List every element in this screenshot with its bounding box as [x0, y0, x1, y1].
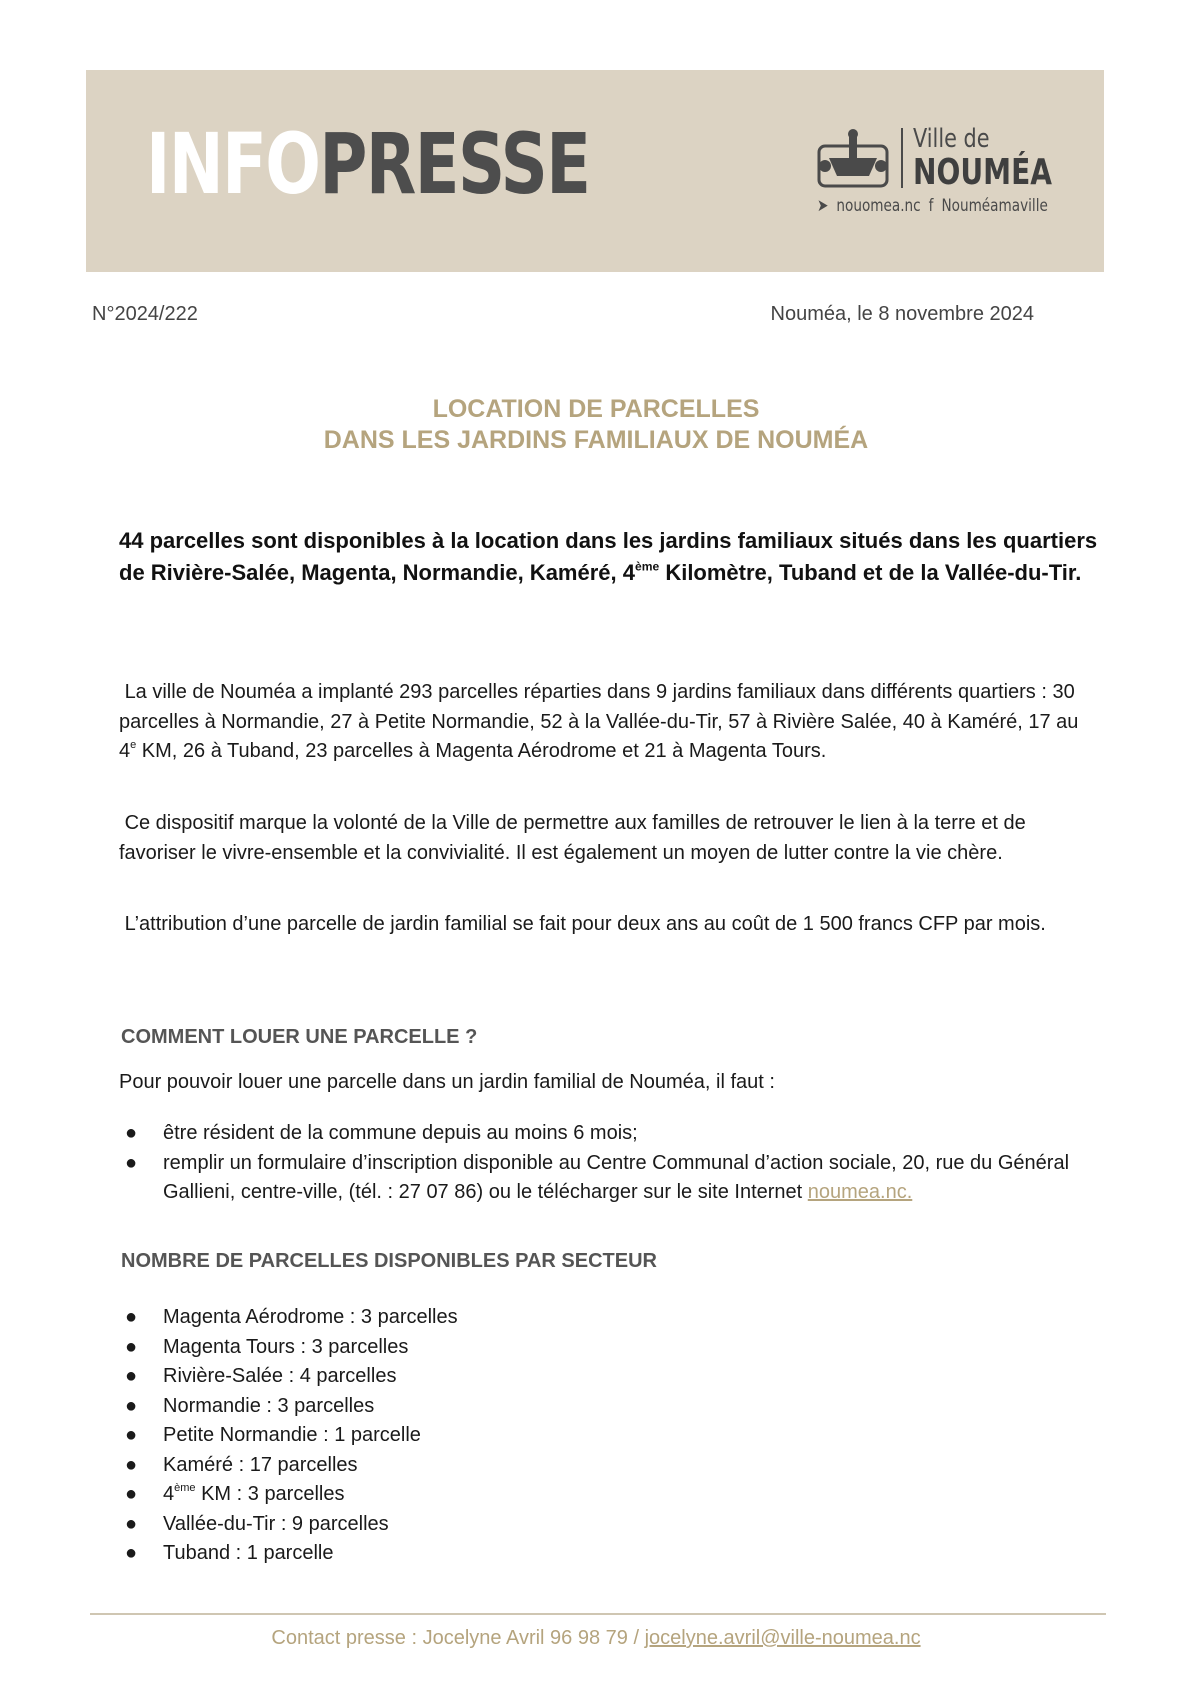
list-item: ● Magenta Tours : 3 parcelles	[125, 1333, 1100, 1363]
body-paragraph-2: Ce dispositif marque la volonté de la Ville de permettre aux familles de retrouver le lien à la terre et de favoriser le vivre-ensemble et la convivialité. Il est également un moyen de lutter contre la vie chère.	[119, 812, 1026, 864]
bullet-icon: ●	[125, 1306, 138, 1328]
body-paragraph-3: L’attribution d’une parcelle de jardin familial se fait pour deux ans au coût de 1 500 francs CFP par mois.	[124, 913, 1046, 935]
site-label: nouomea.nc	[836, 196, 921, 216]
ville-de-noumea-logo	[815, 124, 1053, 218]
parcels-list	[125, 1303, 1100, 1569]
release-number: N°2024/222	[92, 303, 198, 325]
bullet-icon: ●	[125, 1365, 138, 1387]
bullet-icon: ●	[125, 1335, 138, 1358]
bullet-icon: ●	[125, 1483, 138, 1505]
list-item: ● Rivière-Salée : 4 parcelles	[125, 1362, 1100, 1392]
title-line-2: DANS LES JARDINS FAMILIAUX DE NOUMÉA	[323, 426, 869, 454]
logo-noumea: NOUMÉA	[913, 152, 1053, 193]
send-icon: ➤	[817, 196, 829, 216]
header-banner	[86, 70, 1104, 272]
bullet-icon: ●	[125, 1394, 138, 1417]
section-heading-rent: COMMENT LOUER UNE PARCELLE ?	[121, 1026, 478, 1048]
bullet-icon: ●	[125, 1512, 138, 1535]
bullet-icon: ●	[125, 1151, 138, 1174]
title-line-1: LOCATION DE PARCELLES	[432, 395, 760, 423]
logo-social	[817, 196, 1056, 216]
list-item: ● Kaméré : 17 parcelles	[125, 1451, 1100, 1481]
lead-paragraph: 44 parcelles sont disponibles à la location dans les jardins familiaux situés dans les quartiers de Rivière-Salée, Magenta, Normandie, Kaméré, 4ème Kilomètre, Tuband et de la Vallée-du-Tir.	[119, 528, 1098, 585]
press-contact: Contact presse : Jocelyne Avril 96 98 79 / jocelyne.avril@ville-noumea.nc	[271, 1627, 921, 1649]
info-presse-logo: INFOPRESSE	[146, 115, 590, 213]
list-item: ● remplir un formulaire d’inscription disponible au Centre Communal d’action sociale, 20, rue du Général Gallieni, centre-ville, (tél. : 27 07 86) ou le télécharger sur le site Internet noumea.nc.	[125, 1149, 1100, 1208]
list-item: ● Tuband : 1 parcelle	[125, 1539, 1100, 1569]
list-item: ● être résident de la commune depuis au moins 6 mois;	[125, 1119, 1100, 1149]
page-title	[0, 394, 1192, 456]
noumea-link[interactable]: noumea.nc.	[807, 1181, 913, 1203]
city-crest-icon	[815, 128, 891, 192]
contact-email-link[interactable]: jocelyne.avril@ville-noumea.nc	[644, 1627, 921, 1649]
list-item: ● 4ème KM : 3 parcelles	[125, 1480, 1100, 1510]
facebook-icon: f	[928, 196, 934, 216]
list-item: ● Normandie : 3 parcelles	[125, 1392, 1100, 1422]
facebook-label: Nouméamaville	[941, 196, 1048, 216]
bullet-icon: ●	[125, 1453, 138, 1476]
section-intro: Pour pouvoir louer une parcelle dans un jardin familial de Nouméa, il faut :	[119, 1071, 775, 1093]
list-item: ● Petite Normandie : 1 parcelle	[125, 1421, 1100, 1451]
section-heading-parcels: NOMBRE DE PARCELLES DISPONIBLES PAR SECTEUR	[121, 1250, 657, 1272]
footer-divider	[90, 1613, 1106, 1615]
logo-separator	[901, 128, 903, 188]
bullet-icon: ●	[125, 1424, 138, 1446]
body-paragraph-1: La ville de Nouméa a implanté 293 parcelles réparties dans 9 jardins familiaux dans différents quartiers : 30 parcelles à Normandie, 27 à Petite Normandie, 52 à la Vallée-du-Tir, 57 à Rivière Salée, 40 à Kaméré, 17 au 4e KM, 26 à Tuband, 23 parcelles à Magenta Aérodrome et 21 à Magenta Tours.	[119, 681, 1079, 762]
release-date: Nouméa, le 8 novembre 2024	[770, 303, 1034, 325]
list-item: ● Magenta Aérodrome : 3 parcelles	[125, 1303, 1100, 1333]
bullet-icon: ●	[125, 1122, 138, 1144]
logo-ville-de: Ville de	[913, 124, 990, 154]
list-item: ● Vallée-du-Tir : 9 parcelles	[125, 1510, 1100, 1540]
requirements-list	[125, 1119, 1100, 1208]
bullet-icon: ●	[125, 1542, 138, 1564]
